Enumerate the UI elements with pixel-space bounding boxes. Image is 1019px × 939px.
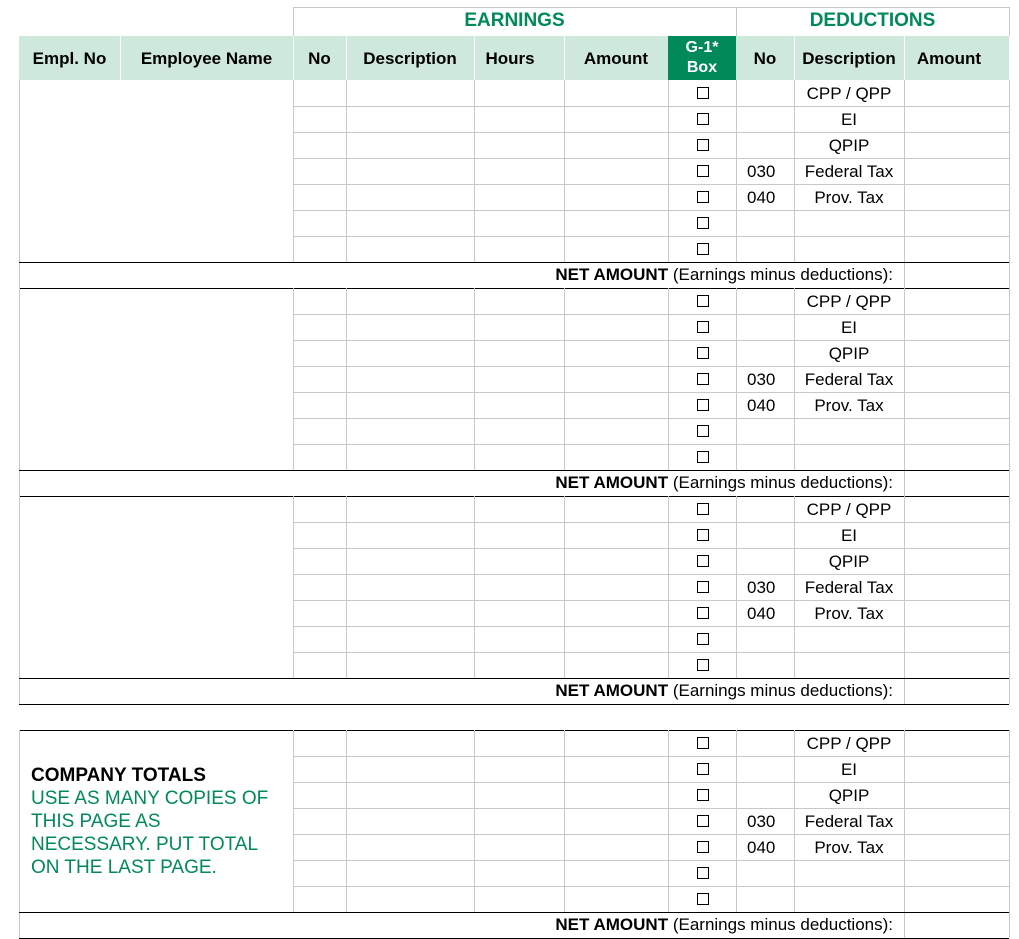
company-totals-title: COMPANY TOTALS <box>31 765 206 786</box>
deduction-description: CPP / QPP <box>806 734 892 753</box>
deduction-no: 030 <box>747 162 776 181</box>
deduction-amount-input[interactable] <box>905 393 1008 418</box>
deduction-amount-input[interactable] <box>905 835 1008 860</box>
company-totals-note-line: ON THE LAST PAGE. <box>31 857 217 878</box>
deduction-no: 030 <box>747 578 776 597</box>
g1-checkbox[interactable] <box>697 841 709 853</box>
deduction-no: 030 <box>747 812 776 831</box>
deduction-amount-input[interactable] <box>905 341 1008 366</box>
employee-info-cell[interactable] <box>20 80 292 262</box>
deduction-description: QPIP <box>828 786 870 805</box>
net-amount-bold: NET AMOUNT <box>555 681 669 700</box>
g1-checkbox[interactable] <box>697 165 709 177</box>
net-amount-bold: NET AMOUNT <box>555 473 669 492</box>
deduction-amount-input[interactable] <box>905 575 1008 600</box>
deduction-description: QPIP <box>828 344 870 363</box>
net-amount-input[interactable] <box>905 263 1008 288</box>
table-row <box>293 210 1009 236</box>
table-row <box>293 860 1009 886</box>
deduction-description: CPP / QPP <box>806 500 892 519</box>
deduction-description: Federal Tax <box>804 578 894 597</box>
col-hours: Hours <box>485 49 535 68</box>
g1-checkbox[interactable] <box>697 373 709 385</box>
g1-checkbox[interactable] <box>697 763 709 775</box>
g1-checkbox[interactable] <box>697 399 709 411</box>
deduction-description: EI <box>840 110 858 129</box>
net-amount-label <box>19 681 893 701</box>
company-totals-note-line: THIS PAGE AS <box>31 811 161 832</box>
deduction-amount-input[interactable] <box>905 783 1008 808</box>
net-amount-suffix: (Earnings minus deductions): <box>668 681 893 700</box>
g1-checkbox[interactable] <box>697 425 709 437</box>
net-amount-suffix: (Earnings minus deductions): <box>668 265 893 284</box>
g1-checkbox[interactable] <box>697 139 709 151</box>
deduction-description: Prov. Tax <box>814 188 884 207</box>
g1-checkbox[interactable] <box>697 217 709 229</box>
table-row <box>293 236 1009 262</box>
net-amount-suffix: (Earnings minus deductions): <box>668 915 893 934</box>
deduction-no: 040 <box>747 604 776 623</box>
net-amount-bold: NET AMOUNT <box>555 915 669 934</box>
net-amount-label <box>19 915 893 935</box>
col-earnings-amount: Amount <box>583 49 649 68</box>
deduction-amount-input[interactable] <box>905 861 1008 886</box>
deduction-description: Federal Tax <box>804 812 894 831</box>
g1-checkbox[interactable] <box>697 243 709 255</box>
g1-checkbox[interactable] <box>697 737 709 749</box>
col-earnings-description: Description <box>363 49 457 68</box>
deduction-description: EI <box>840 318 858 337</box>
g1-checkbox[interactable] <box>697 295 709 307</box>
table-row <box>293 886 1009 912</box>
table-row <box>293 418 1009 444</box>
g1-checkbox[interactable] <box>697 113 709 125</box>
g1-checkbox[interactable] <box>697 321 709 333</box>
deduction-amount-input[interactable] <box>905 601 1008 626</box>
deduction-amount-input[interactable] <box>905 731 1008 756</box>
net-amount-label <box>19 265 893 285</box>
table-row <box>293 652 1009 678</box>
deduction-amount-input[interactable] <box>905 81 1008 106</box>
deduction-amount-input[interactable] <box>905 653 1008 678</box>
earnings-group-title: EARNINGS <box>464 10 565 31</box>
g1-checkbox[interactable] <box>697 347 709 359</box>
deduction-amount-input[interactable] <box>905 809 1008 834</box>
g1-checkbox[interactable] <box>697 87 709 99</box>
deduction-description: EI <box>840 760 858 779</box>
deduction-no: 040 <box>747 396 776 415</box>
g1-checkbox[interactable] <box>697 191 709 203</box>
g1-checkbox[interactable] <box>697 451 709 463</box>
deduction-amount-input[interactable] <box>905 757 1008 782</box>
col-deductions-description: Description <box>802 49 896 68</box>
g1-checkbox[interactable] <box>697 867 709 879</box>
company-totals-note-line: NECESSARY. PUT TOTAL <box>31 834 259 855</box>
deduction-amount-input[interactable] <box>905 289 1008 314</box>
deduction-amount-input[interactable] <box>905 523 1008 548</box>
g1-checkbox[interactable] <box>697 607 709 619</box>
g1-checkbox[interactable] <box>697 633 709 645</box>
deduction-description: CPP / QPP <box>806 84 892 103</box>
col-deductions-amount: Amount <box>916 49 982 68</box>
g1-checkbox[interactable] <box>697 555 709 567</box>
col-earnings-no: No <box>308 49 331 68</box>
deduction-amount-input[interactable] <box>905 107 1008 132</box>
deduction-amount-input[interactable] <box>905 445 1008 470</box>
g1-checkbox[interactable] <box>697 893 709 905</box>
deductions-group-title: DEDUCTIONS <box>809 10 936 31</box>
col-deductions-no: No <box>753 49 777 68</box>
employee-info-cell[interactable] <box>20 288 292 470</box>
net-amount-label <box>19 473 893 493</box>
deduction-amount-input[interactable] <box>905 237 1008 262</box>
deduction-no: 030 <box>747 370 776 389</box>
deduction-amount-input[interactable] <box>905 159 1008 184</box>
deduction-amount-input[interactable] <box>905 497 1008 522</box>
deduction-amount-input[interactable] <box>905 133 1008 158</box>
employee-info-cell[interactable] <box>20 496 292 678</box>
g1-checkbox[interactable] <box>697 659 709 671</box>
deduction-amount-input[interactable] <box>905 887 1008 912</box>
deduction-no: 040 <box>747 188 776 207</box>
deduction-description: Prov. Tax <box>814 396 884 415</box>
g1-checkbox[interactable] <box>697 815 709 827</box>
col-g1-line2: Box <box>686 59 718 76</box>
table-row <box>293 444 1009 470</box>
deduction-amount-input[interactable] <box>905 419 1008 444</box>
deduction-description: Federal Tax <box>804 162 894 181</box>
net-amount-bold: NET AMOUNT <box>555 265 669 284</box>
deduction-amount-input[interactable] <box>905 367 1008 392</box>
deduction-amount-input[interactable] <box>905 627 1008 652</box>
deduction-description: QPIP <box>828 136 870 155</box>
col-empl-no: Empl. No <box>32 49 107 68</box>
deduction-description: EI <box>840 526 858 545</box>
g1-checkbox[interactable] <box>697 529 709 541</box>
g1-checkbox[interactable] <box>697 503 709 515</box>
col-g1-line1: G-1* <box>685 39 719 56</box>
net-amount-suffix: (Earnings minus deductions): <box>668 473 893 492</box>
deduction-amount-input[interactable] <box>905 211 1008 236</box>
deduction-description: Prov. Tax <box>814 604 884 623</box>
net-amount-input[interactable] <box>905 471 1008 496</box>
deduction-amount-input[interactable] <box>905 315 1008 340</box>
col-employee-name: Employee Name <box>140 49 273 68</box>
g1-checkbox[interactable] <box>697 581 709 593</box>
deduction-description: Federal Tax <box>804 370 894 389</box>
net-amount-input[interactable] <box>905 679 1008 704</box>
g1-checkbox[interactable] <box>697 789 709 801</box>
deduction-description: QPIP <box>828 552 870 571</box>
deduction-amount-input[interactable] <box>905 185 1008 210</box>
table-row <box>293 626 1009 652</box>
deduction-description: Prov. Tax <box>814 838 884 857</box>
net-amount-input[interactable] <box>905 913 1008 938</box>
deduction-amount-input[interactable] <box>905 549 1008 574</box>
deduction-description: CPP / QPP <box>806 292 892 311</box>
deduction-no: 040 <box>747 838 776 857</box>
company-totals-note-line: USE AS MANY COPIES OF <box>31 788 269 809</box>
